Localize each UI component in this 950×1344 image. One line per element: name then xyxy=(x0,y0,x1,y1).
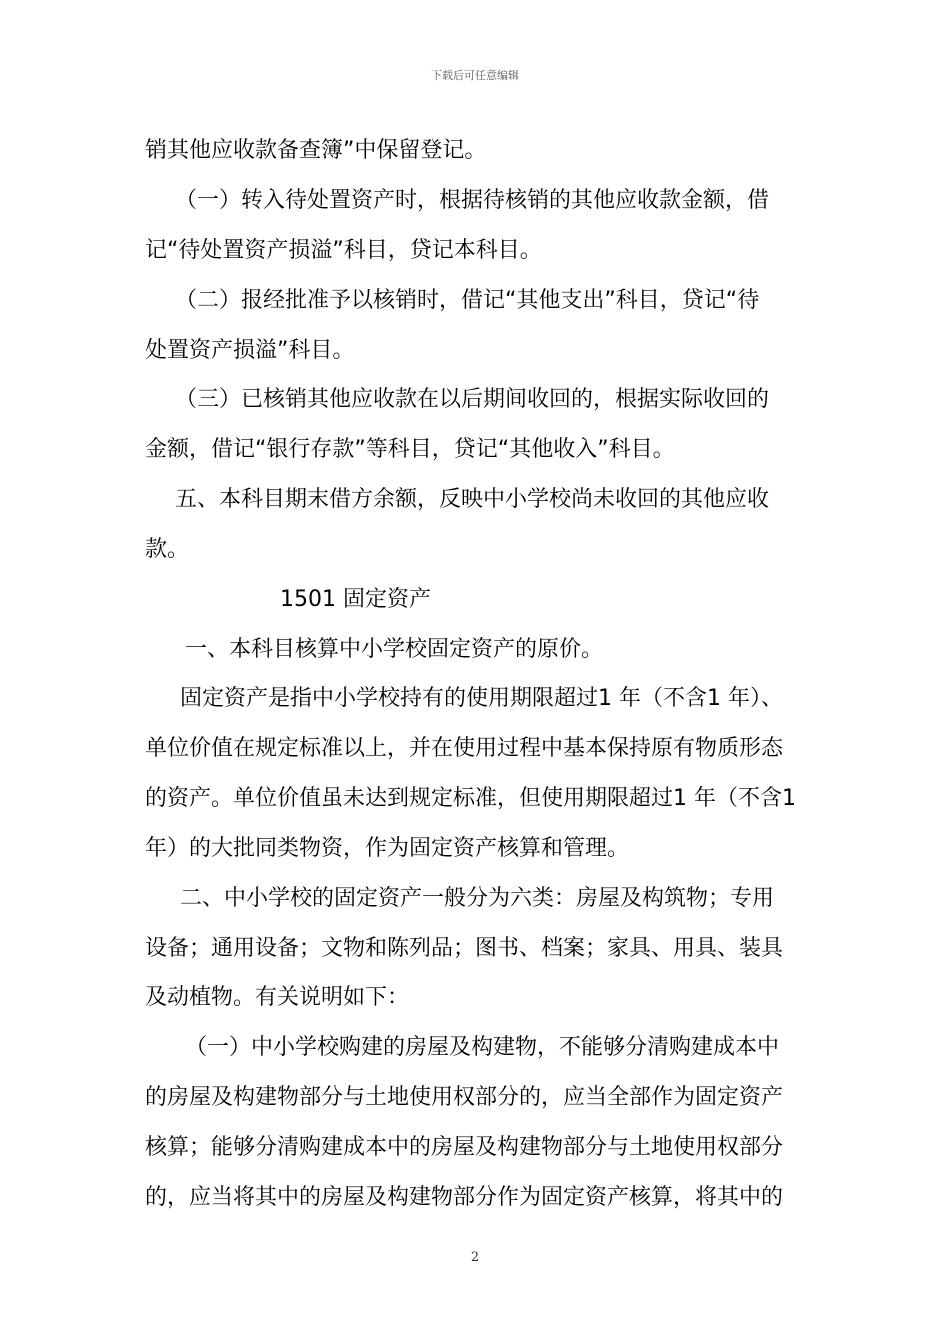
paragraph-line: 二、中小学校的固定资产一般分为六类：房屋及构筑物；专用 xyxy=(180,886,775,911)
paragraph-line: 的，应当将其中的房屋及构建物部分作为固定资产核算，将其中的 xyxy=(145,1185,784,1210)
paragraph-line: 单位价值在规定标准以上，并在使用过程中基本保持原有物质形态 xyxy=(145,736,784,761)
page-header: 下载后可任意编辑 xyxy=(431,69,519,82)
paragraph-line: 设备；通用设备；文物和陈列品；图书、档案；家具、用具、装具 xyxy=(145,936,784,961)
paragraph-line: 五、本科目期末借方余额，反映中小学校尚未收回的其他应收 xyxy=(175,487,770,512)
section-title: 1501 固定资产 xyxy=(280,587,431,612)
paragraph-line: （三）已核销其他应收款在以后期间收回的，根据实际收回的 xyxy=(175,387,770,412)
paragraph-line: 固定资产是指中小学校持有的使用期限超过1 年（不含1 年）、 xyxy=(180,686,783,711)
paragraph-line: 金额，借记“银行存款”等科目，贷记“其他收入”科目。 xyxy=(145,437,675,462)
paragraph-line: （二）报经批准予以核销时，借记“其他支出”科目，贷记“待 xyxy=(175,288,760,313)
paragraph-line: 记“待处置资产损溢”科目，贷记本科目。 xyxy=(145,238,542,263)
paragraph-line: 核算；能够分清购建成本中的房屋及构建物部分与土地使用权部分 xyxy=(145,1135,784,1160)
paragraph-line: 的资产。单位价值虽未达到规定标准，但使用期限超过1 年（不含1 xyxy=(145,786,796,811)
paragraph-line: （一）转入待处置资产时，根据待核销的其他应收款金额，借 xyxy=(175,188,770,213)
paragraph-line: 款。 xyxy=(145,537,190,562)
paragraph-line: 处置资产损溢”科目。 xyxy=(145,338,355,363)
paragraph-line: 年）的大批同类物资，作为固定资产核算和管理。 xyxy=(145,836,630,861)
paragraph-line: 及动植物。有关说明如下： xyxy=(145,985,410,1010)
paragraph-line: 一、本科目核算中小学校固定资产的原价。 xyxy=(185,637,604,662)
paragraph-line: （一）中小学校购建的房屋及构建物，不能够分清购建成本中 xyxy=(185,1035,780,1060)
paragraph-line: 销其他应收款备查簿”中保留登记。 xyxy=(145,138,487,163)
paragraph-line: 的房屋及构建物部分与土地使用权部分的，应当全部作为固定资产 xyxy=(145,1085,784,1110)
page-number: 2 xyxy=(470,1250,480,1265)
